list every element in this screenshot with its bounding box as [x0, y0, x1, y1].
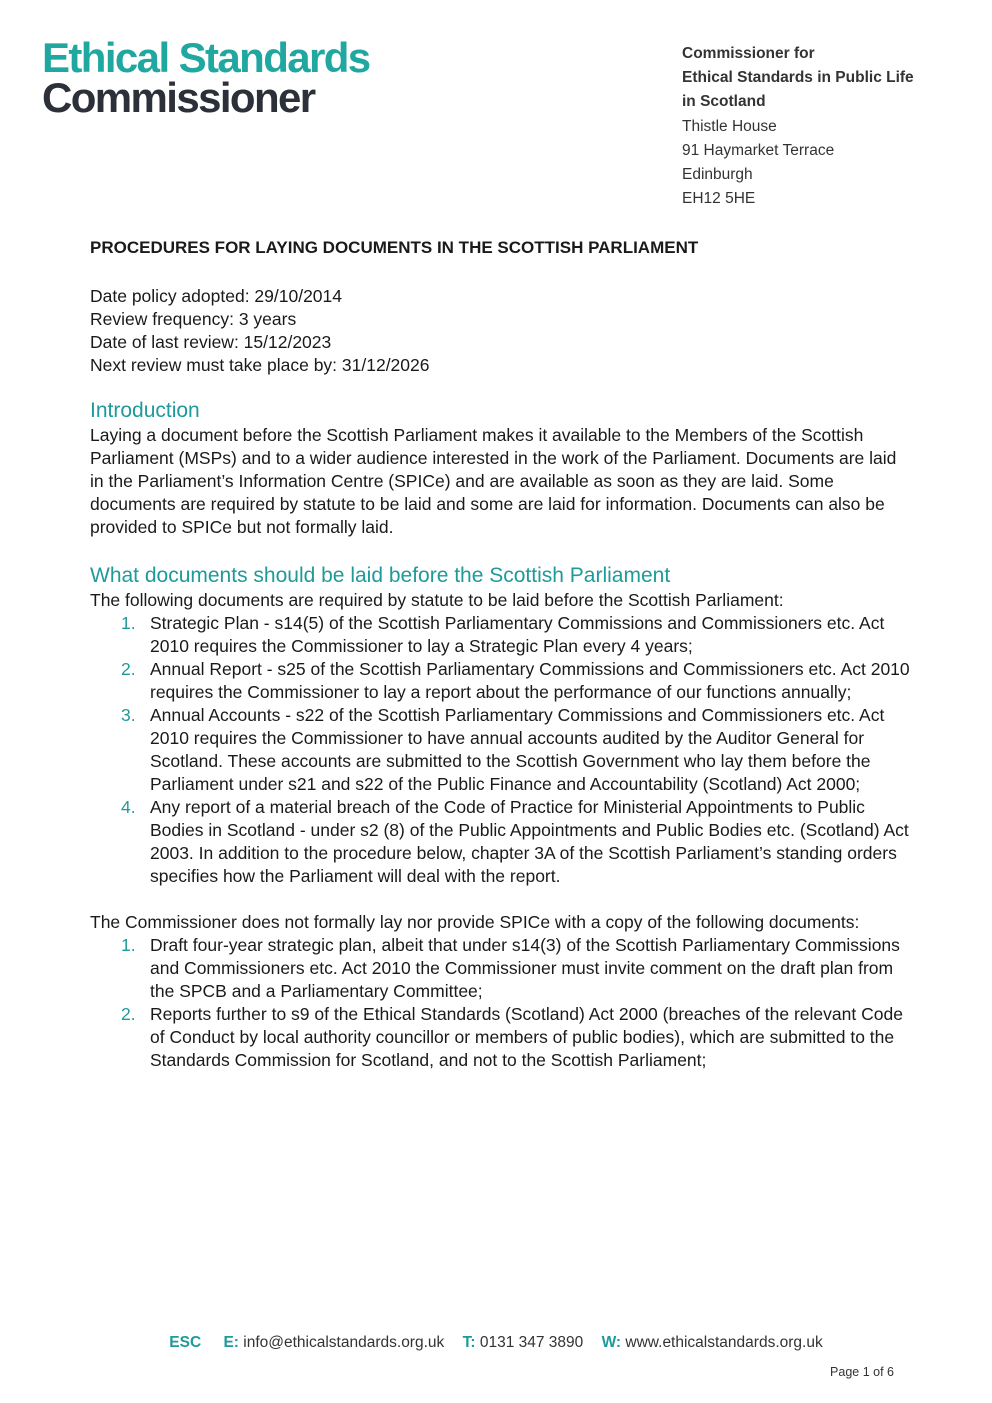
footer-tel: 0131 347 3890: [479, 1334, 584, 1351]
list-text: Reports further to s9 of the Ethical Standards (Scotland) Act 2000 (breaches of the relevant Code of Conduct by local authority councillor or members of public bodies), which are submitted to the Standards Commission for Scotland, and not to the Scottish Parliament;: [150, 1004, 903, 1070]
documents-heading: What documents should be laid before the Scottish Parliament: [90, 564, 671, 587]
footer-email-link[interactable]: info@ethicalstandards.org.uk: [243, 1334, 445, 1351]
list-text: Annual Accounts - s22 of the Scottish Parliamentary Commissions and Commissioners etc. Act 2010 requires the Commissioner to have annual accounts audited by the Auditor General for Scotland. These accounts are submitted to the Scottish Government who lay them before the Parliament under s21 and s22 of the Public Finance and Accountability (Scotland) Act 2000;: [150, 705, 885, 794]
logo-line-2: Commissioner: [42, 74, 315, 121]
policy-last-review: Date of last review: 15/12/2023: [90, 332, 332, 352]
laid-documents-list: [90, 612, 910, 888]
list-number: 4.: [121, 797, 136, 817]
address-line: in Scotland: [682, 93, 766, 111]
footer-tel-label: T:: [462, 1334, 476, 1351]
not-laid-documents-list: [90, 934, 910, 1072]
list-number: 3.: [121, 705, 136, 725]
logo-line-1: Ethical Standards: [42, 34, 370, 81]
list-text: Draft four-year strategic plan, albeit that under s14(3) of the Scottish Parliamentary Commissions and Commissioners etc. Act 2010 the Commissioner must invite comment on the draft plan from the SPCB and a Parliamentary Committee;: [150, 935, 900, 1001]
footer-web-link[interactable]: www.ethicalstandards.org.uk: [625, 1334, 823, 1351]
list-text: Any report of a material breach of the Code of Practice for Ministerial Appointments to Public Bodies in Scotland - under s2 (8) of the Public Appointments and Public Bodies etc. (Scotland) Act 2003. In addition to the procedure below, chapter 3A of the Scottish Parliament’s standing orders specifies how the Parliament will deal with the report.: [150, 797, 909, 886]
address-line: Commissioner for: [682, 45, 815, 62]
policy-next-review: Next review must take place by: 31/12/2026: [90, 355, 430, 375]
address-line: Thistle House: [682, 117, 777, 135]
logo: [42, 34, 370, 121]
list-item: [90, 658, 910, 704]
page-number: Page 1 of 6: [830, 1365, 894, 1379]
address-block: [682, 42, 914, 211]
introduction-heading: Introduction: [90, 399, 200, 422]
list-item: [90, 934, 910, 1003]
list-item: [90, 796, 910, 888]
policy-frequency: Review frequency: 3 years: [90, 309, 297, 329]
not-laid-lead: The Commissioner does not formally lay nor provide SPICe with a copy of the following documents:: [90, 912, 860, 932]
list-number: 2.: [121, 1004, 136, 1024]
address-line: Ethical Standards in Public Life: [682, 69, 914, 87]
list-number: 1.: [121, 935, 136, 955]
list-text: Strategic Plan - s14(5) of the Scottish Parliamentary Commissions and Commissioners etc. Act 2010 requires the Commissioner to lay a Strategic Plan every 4 years;: [150, 613, 885, 656]
document-title: PROCEDURES FOR LAYING DOCUMENTS IN THE SCOTTISH PARLIAMENT: [90, 238, 699, 257]
list-number: 1.: [121, 613, 136, 633]
list-item: [90, 1003, 910, 1072]
list-number: 2.: [121, 659, 136, 679]
list-text: Annual Report - s25 of the Scottish Parliamentary Commissions and Commissioners etc. Act 2010 requires the Commissioner to lay a report about the performance of our functions annually;: [150, 659, 910, 702]
document-body: [90, 398, 910, 1072]
footer-email-label: E:: [223, 1334, 239, 1351]
documents-lead: The following documents are required by statute to be laid before the Scottish Parliament:: [90, 590, 784, 610]
footer-contact: [0, 1334, 992, 1352]
policy-adopted: Date policy adopted: 29/10/2014: [90, 286, 342, 306]
address-line: EH12 5HE: [682, 190, 756, 208]
footer-web-label: W:: [601, 1334, 622, 1351]
footer-esc: ESC: [169, 1334, 202, 1351]
list-item: [90, 612, 910, 658]
address-line: Edinburgh: [682, 166, 753, 184]
address-line: 91 Haymarket Terrace: [682, 141, 835, 159]
introduction-text: Laying a document before the Scottish Parliament makes it available to the Members of the Scottish Parliament (MSPs) and to a wider audience interested in the work of the Parliament. Documents are laid in the Parliament’s Information Centre (SPICe) and are available as soon as they are laid. Some documents are required by statute to be laid and some are laid for information. Documents can also be provided to SPICe but not formally laid.: [90, 425, 897, 537]
policy-info: [90, 285, 430, 377]
list-item: [90, 704, 910, 796]
